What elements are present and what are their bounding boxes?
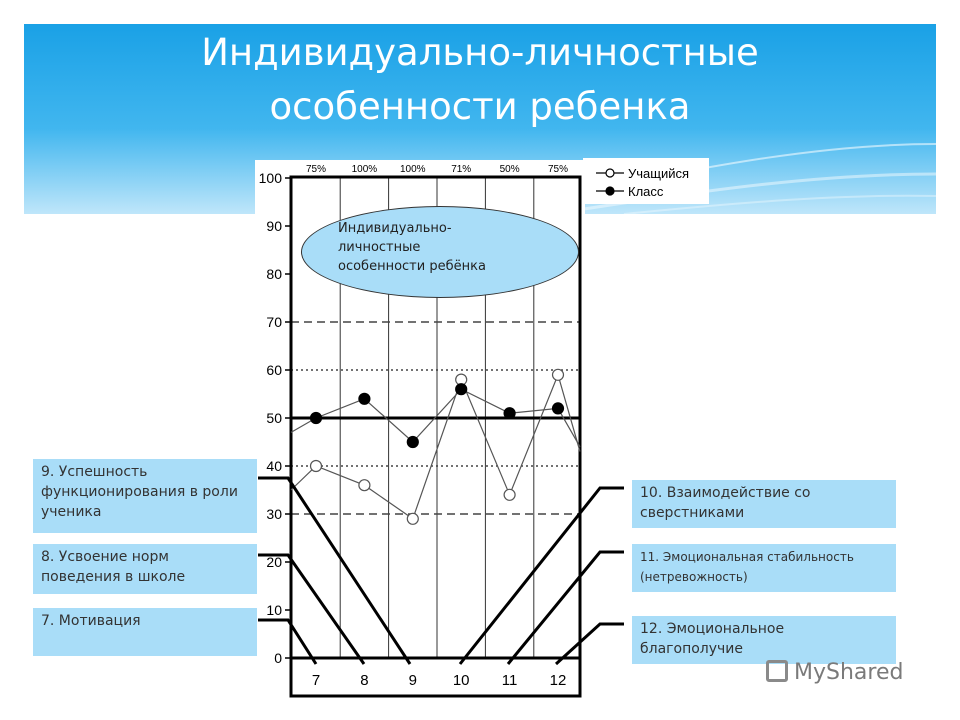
- x-tick-label: 11: [501, 672, 518, 689]
- data-point: [311, 413, 322, 424]
- label-item-11: 11. Эмоциональная стабильность (нетревожность): [632, 544, 896, 592]
- bubble-line3: особенности ребёнка: [338, 259, 486, 274]
- slide-title-line1: Индивидуально-личностные: [201, 31, 759, 74]
- legend-marker: [606, 169, 614, 177]
- data-point: [553, 369, 564, 380]
- legend-marker: [606, 187, 614, 195]
- x-tick-label: 8: [360, 672, 369, 689]
- brand-text: MyShared: [794, 660, 904, 685]
- x-tick-label: 10: [452, 672, 470, 689]
- percent-label: 100%: [351, 164, 378, 175]
- y-tick-label: 30: [266, 506, 282, 522]
- label-item-9: 9. Успешность функционирования в роли ученика: [33, 459, 257, 533]
- data-point: [456, 384, 467, 395]
- x-tick-label: 7: [311, 672, 321, 689]
- label-item-12: 12. Эмоциональное благополучие: [632, 616, 896, 664]
- y-tick-label: 10: [266, 602, 282, 618]
- data-point: [504, 489, 515, 500]
- data-point: [407, 437, 418, 448]
- brand-icon: [766, 660, 788, 682]
- x-tick-label: 9: [408, 672, 417, 689]
- data-point: [504, 408, 515, 419]
- y-tick-label: 90: [266, 218, 282, 234]
- data-point: [311, 461, 322, 472]
- percent-label: 75%: [305, 164, 327, 175]
- y-tick-label: 0: [274, 650, 282, 666]
- x-tick-label: 12: [549, 672, 567, 689]
- y-tick-label: 70: [266, 314, 282, 330]
- bubble-line1: Индивидуально-: [338, 221, 452, 236]
- y-tick-label: 80: [266, 266, 282, 282]
- data-point: [553, 403, 564, 414]
- y-tick-label: 100: [258, 170, 282, 186]
- y-tick-label: 50: [266, 410, 282, 426]
- slide-title-line2: особенности ребенка: [269, 85, 691, 128]
- label-item-10: 10. Взаимодействие со сверстниками: [632, 480, 896, 528]
- data-point: [359, 480, 370, 491]
- percent-label: 100%: [400, 164, 426, 175]
- data-point: [359, 393, 370, 404]
- percent-label: 75%: [547, 164, 569, 175]
- percent-label: 71%: [451, 164, 472, 175]
- brand-logo: [766, 660, 903, 685]
- percent-label: 50%: [499, 164, 520, 175]
- y-tick-label: 20: [266, 554, 282, 570]
- label-item-7: 7. Мотивация: [33, 608, 257, 656]
- legend-label: Учащийся: [628, 166, 690, 181]
- bubble-line2: личностные: [338, 240, 421, 255]
- bubble-callout: [301, 206, 579, 298]
- percent-band: [291, 160, 580, 176]
- legend-label: Класс: [628, 184, 664, 199]
- y-tick-label: 40: [266, 458, 282, 474]
- label-item-8: 8. Усвоение норм поведения в школе: [33, 544, 257, 594]
- data-point: [407, 513, 418, 524]
- y-tick-label: 60: [266, 362, 282, 378]
